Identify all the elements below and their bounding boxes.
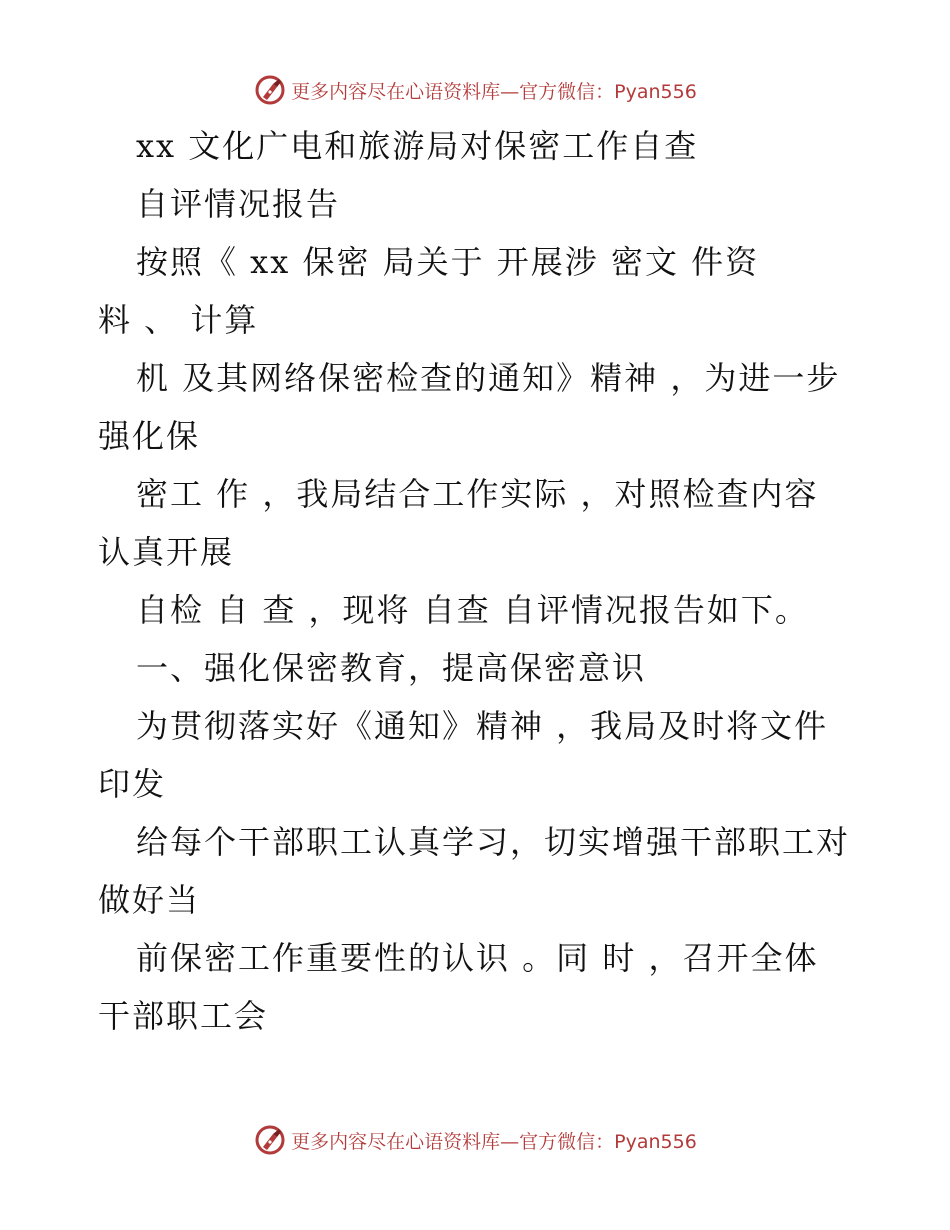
paragraph-line: 机 及其网络保密检查的通知》精神 ，为进一步 (136, 359, 841, 397)
paragraph-line: 料 、 计算 (98, 301, 259, 339)
paragraph-line: 做好当 (98, 881, 201, 919)
pen-nib-logo-icon (253, 73, 287, 107)
paragraph-line: 认真开展 (98, 533, 235, 571)
footer-watermark (0, 1120, 950, 1160)
pen-nib-logo-icon (253, 1123, 287, 1157)
watermark-id: Pyan556 (614, 80, 697, 103)
paragraph-line: 强化保 (98, 417, 201, 455)
paragraph-line: 前保密工作重要性的认识 。同 时 ，召开全体 (136, 939, 819, 977)
watermark-id: Pyan556 (614, 1130, 697, 1153)
title-line-2: 自评情况报告 (136, 185, 341, 223)
paragraph-line: 给每个干部职工认真学习，切实增强干部职工对 (136, 823, 851, 861)
paragraph-line: 干部职工会 (98, 997, 269, 1035)
header-watermark (0, 70, 950, 110)
watermark-text: 更多内容尽在心语资料库—官方微信：Pyan556 (291, 80, 697, 103)
watermark-text: 更多内容尽在心语资料库—官方微信：Pyan556 (291, 1130, 697, 1153)
paragraph-line: 密工 作 ，我局结合工作实际 ，对照检查内容 (136, 475, 819, 513)
section-heading: 一、强化保密教育，提高保密意识 (136, 649, 647, 687)
paragraph-line: 自检 自 查 ，现将 自查 自评情况报告如下。 (136, 591, 809, 629)
paragraph-line: 印发 (98, 765, 167, 803)
paragraph-line: 按照《 xx 保密 局关于 开展涉 密文 件资 (136, 243, 760, 281)
paragraph-line: 为贯彻落实好《通知》精神 ，我局及时将文件 (136, 707, 829, 745)
title-line-1: xx 文化广电和旅游局对保密工作自查 (136, 127, 699, 165)
